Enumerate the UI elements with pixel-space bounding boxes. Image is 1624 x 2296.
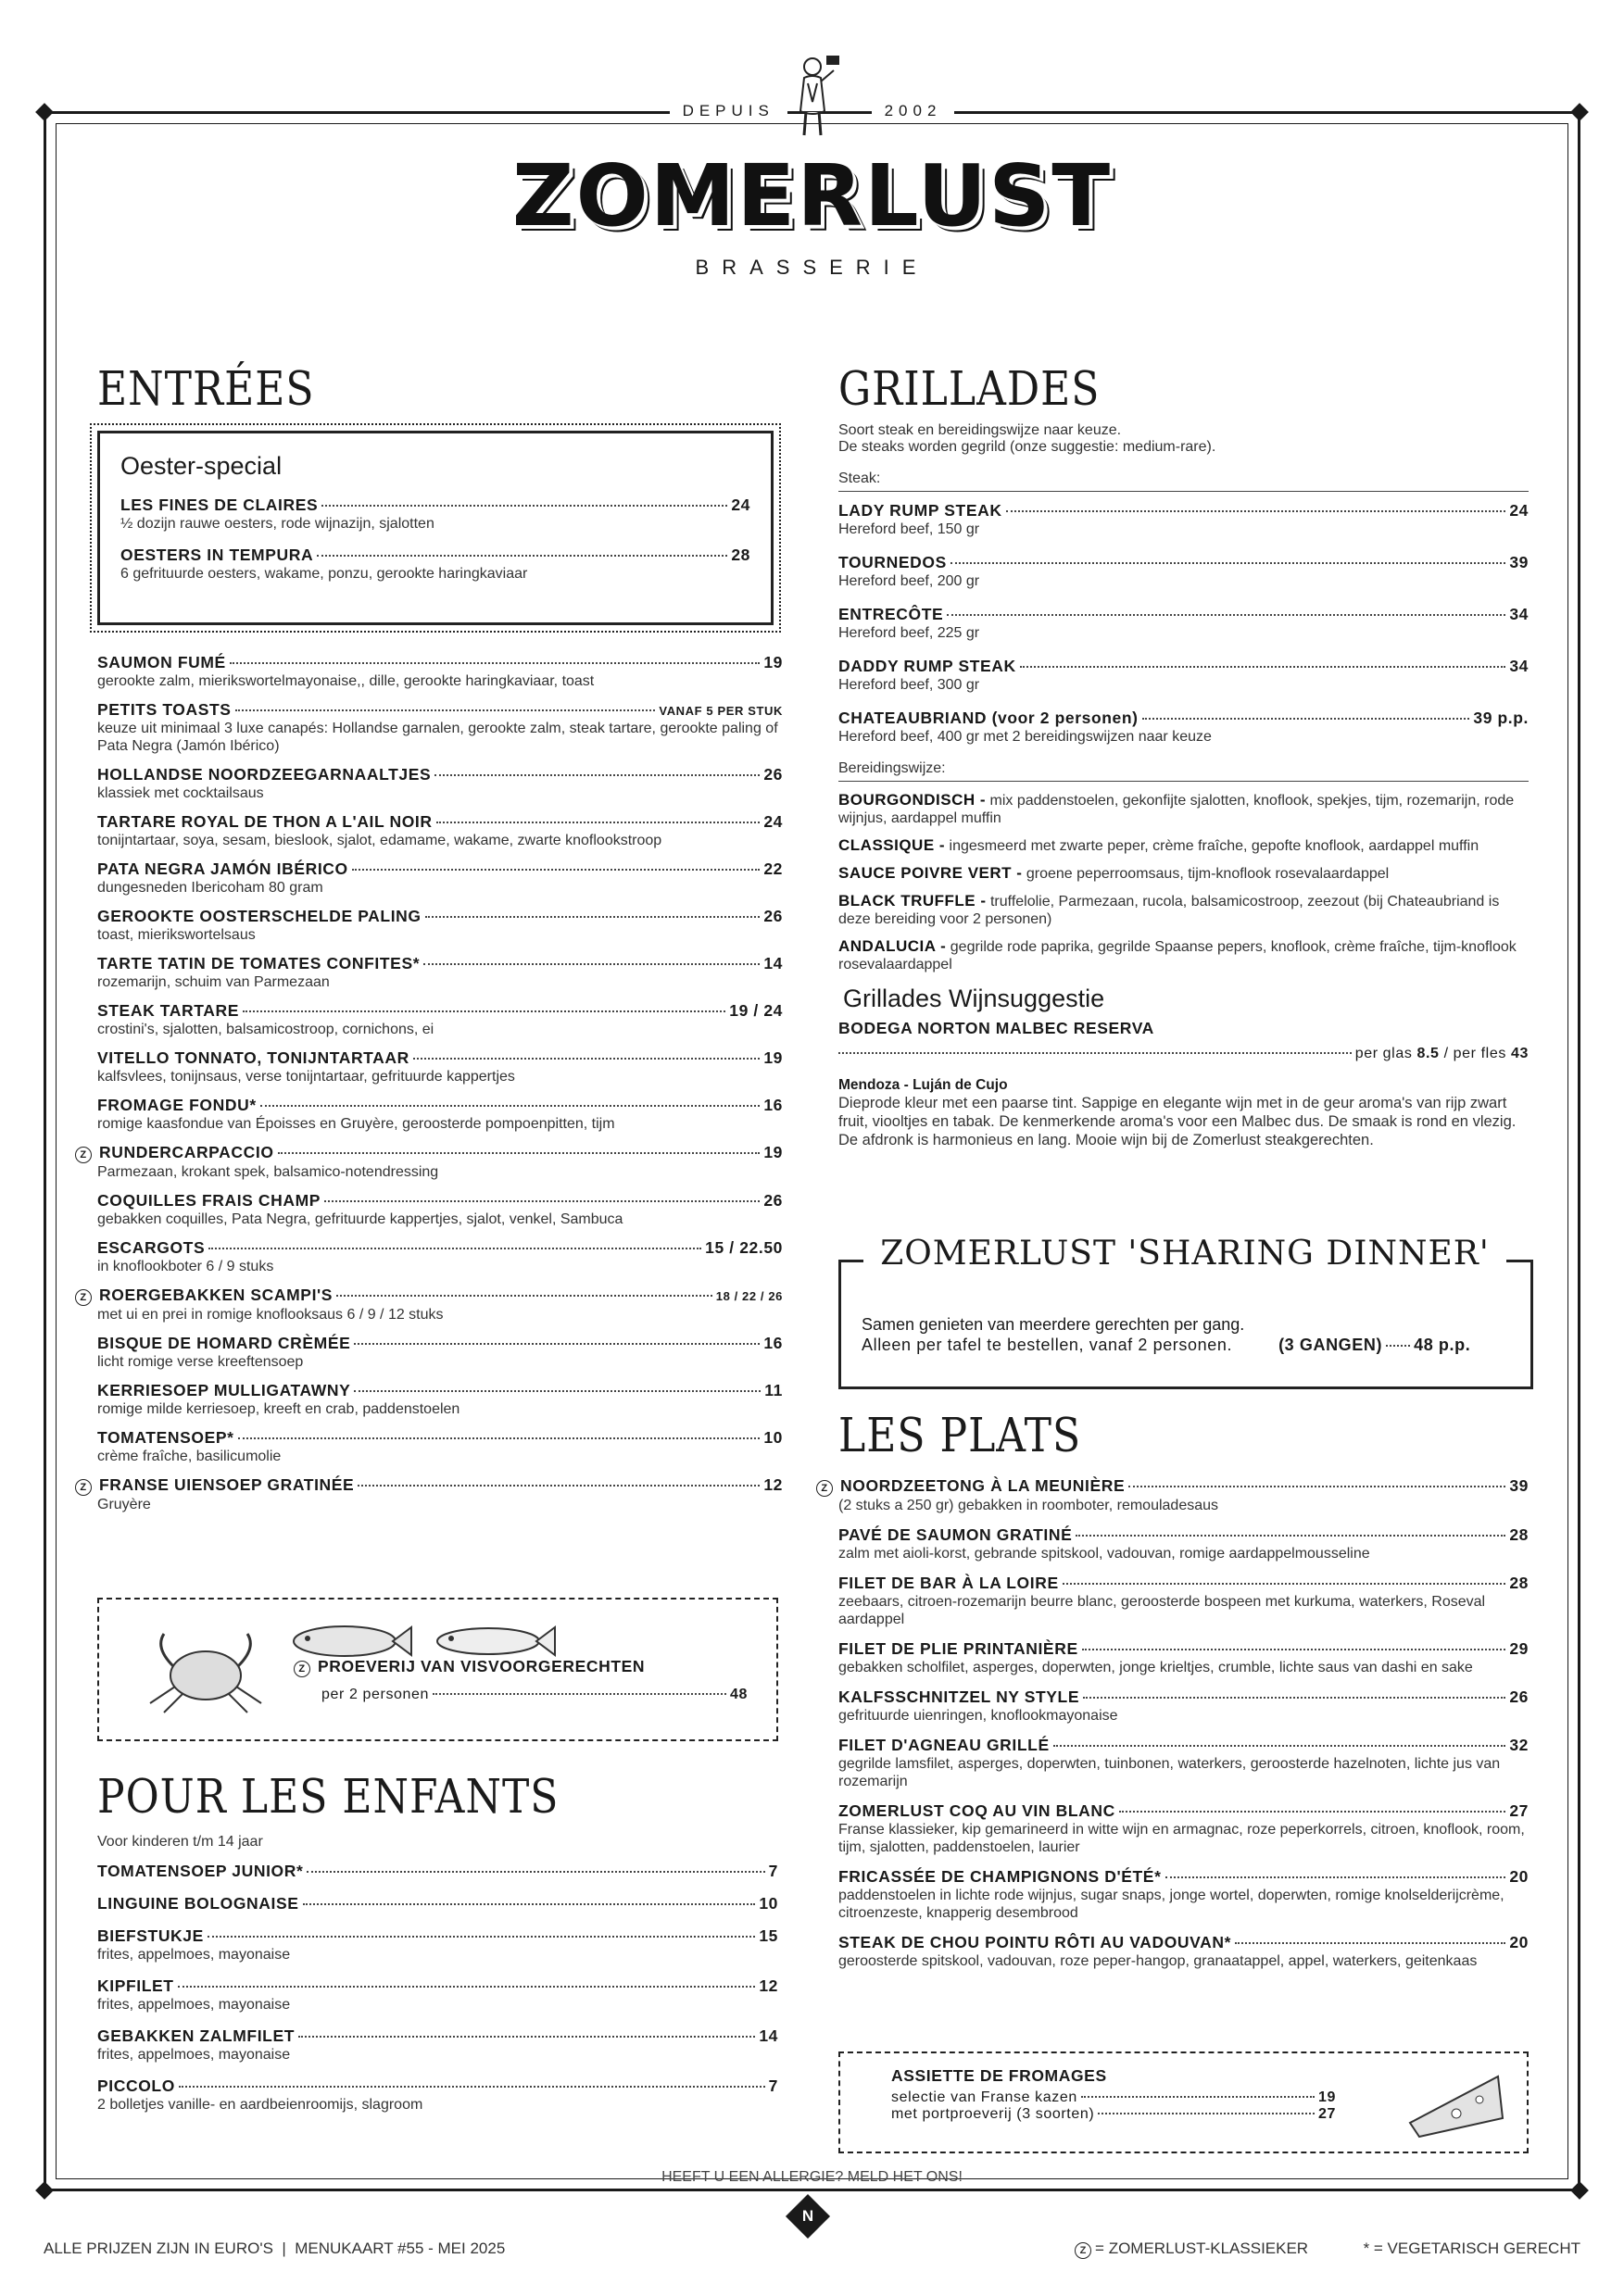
menu-item-description: gebakken coquilles, Pata Negra, gefrituurde kappertjes, sjalot, venkel, Sambuca [97, 1211, 623, 1227]
menu-item-price: 26 [763, 907, 783, 925]
steak-label: Steak: [838, 470, 881, 486]
menu-item [97, 700, 783, 755]
sharing-line-2: Alleen per tafel te bestellen, vanaf 2 personen. [862, 1336, 1233, 1354]
menu-item-description: tonijntartaar, soya, sesam, bieslook, sjalot, edamame, wakame, zwarte knoflookstroop [97, 833, 662, 848]
preparation-description: truffelolie, Parmezaan, rucola, balsamicostroop, zeezout (bij Chateaubriand is deze bereiding voor 2 personen) [838, 894, 1500, 927]
menu-item-price: 29 [1509, 1639, 1529, 1658]
cheese-box [838, 2051, 1529, 2153]
menu-item-price: 7 [768, 2076, 778, 2095]
menu-item-description: klassiek met cocktailsaus [97, 785, 264, 801]
glass-price: 8.5 [1416, 1046, 1440, 1061]
menu-item [97, 1238, 783, 1275]
menu-item-name: RUNDERCARPACCIO [99, 1143, 274, 1161]
preparation-description: mix paddenstoelen, gekonfijte sjalotten, knoflook, spekjes, tijm, rozemarijn, rode wijnjus, aardappel muffin [838, 793, 1515, 826]
menu-item-price: 22 [763, 859, 783, 878]
cheese-illustration [1405, 2067, 1507, 2141]
menu-item-description: keuze uit minimaal 3 luxe canapés: Hollandse garnalen, gerookte zalm, steak tartare, gerookte paling of Pata Negra (Jamón Ibérico) [97, 721, 778, 754]
menu-item-description: Hereford beef, 150 gr [838, 521, 980, 537]
menu-item-name: FILET DE BAR À LA LOIRE [838, 1574, 1059, 1592]
menu-item-name: KIPFILET [97, 1976, 174, 1995]
footer-prices-note: ALLE PRIJZEN ZIJN IN EURO'S | MENUKAART #55 - MEI 2025 [44, 2240, 506, 2257]
menu-item [80, 1143, 783, 1181]
menu-item [97, 653, 783, 690]
menu-item [120, 546, 750, 583]
sharing-dinner-box [838, 1235, 1533, 1389]
n-badge [786, 2194, 830, 2239]
menu-item-description: 6 gefrituurde oesters, wakame, ponzu, gerookte haringkaviaar [120, 566, 528, 582]
menu-item [97, 859, 783, 897]
menu-item-name: GEBAKKEN ZALMFILET [97, 2026, 296, 2045]
crab-illustration [136, 1620, 275, 1722]
menu-item-price: 16 [763, 1334, 783, 1352]
menu-item-description: Gruyère [97, 1497, 151, 1512]
menu-item [838, 1687, 1529, 1725]
menu-item-name: STEAK DE CHOU POINTU RÔTI AU VADOUVAN* [838, 1933, 1232, 1951]
prep-label: Bereidingswijze: [838, 760, 946, 776]
menu-item-description: toast, mierikswortelsaus [97, 927, 256, 943]
menu-item-price: 16 [763, 1096, 783, 1114]
menu-item [838, 553, 1529, 590]
menu-item-price: 39 [1509, 553, 1529, 571]
klassieker-icon: Z [75, 1147, 92, 1163]
fish-tasting-sub: per 2 personen [321, 1687, 430, 1702]
menu-item-price: 26 [1509, 1687, 1529, 1706]
menu-item-price: 20 [1509, 1867, 1529, 1886]
menu-item-price: 12 [763, 1475, 783, 1494]
menu-item [97, 1428, 783, 1465]
menu-item-price: 15 [759, 1926, 778, 1945]
menu-item-price: 15 / 22.50 [705, 1238, 783, 1257]
brand-subtitle: BRASSERIE [695, 256, 929, 279]
menu-item-price: 14 [759, 2026, 778, 2045]
menu-item [80, 1475, 783, 1513]
menu-item-price: 10 [759, 1894, 778, 1913]
sharing-title: ZOMERLUST 'SHARING DINNER' [863, 1235, 1506, 1273]
menu-item-name: TOMATENSOEP* [97, 1428, 234, 1447]
preparation-item [838, 937, 1529, 973]
wine-region: Mendoza - Luján de Cujo [838, 1077, 1008, 1093]
grillades-section [838, 362, 1529, 1149]
menu-item-name: TOMATENSOEP JUNIOR* [97, 1862, 304, 1880]
menu-item-description: met ui en prei in romige knoflooksaus 6 / 9 / 12 stuks [97, 1307, 444, 1323]
menu-item-name: BIEFSTUKJE [97, 1926, 204, 1945]
menu-item-description: romige milde kerriesoep, kreeft en crab, paddenstoelen [97, 1401, 460, 1417]
menu-item-price: 39 p.p. [1473, 709, 1529, 727]
menu-item [80, 1286, 783, 1324]
menu-item-price: 18 / 22 / 26 [715, 1289, 783, 1303]
menu-item-price: 12 [759, 1976, 778, 1995]
menu-item-description: crostini's, sjalotten, balsamicostroop, cornichons, ei [97, 1022, 434, 1037]
menu-item-description: Hereford beef, 400 gr met 2 bereidingswijzen naar keuze [838, 729, 1212, 745]
menu-item-price: 28 [1509, 1525, 1529, 1544]
menu-item-description: 2 bolletjes vanille- en aardbeienroomijs, slagroom [97, 2097, 423, 2113]
wine-title: Grillades Wijnsuggestie [843, 985, 1105, 1012]
menu-item-price: 39 [1509, 1476, 1529, 1495]
menu-item [97, 1894, 778, 1913]
menu-item-price: 24 [1509, 501, 1529, 520]
grillades-intro: Soort steak en bereidingswijze naar keuze. [838, 422, 1122, 438]
menu-item-description: licht romige verse kreeftensoep [97, 1354, 304, 1370]
menu-item [97, 1048, 783, 1085]
preparation-description: gegrilde rode paprika, gegrilde Spaanse pepers, knoflook, crème fraîche, tijm-knoflook rosevalaardappel [838, 939, 1517, 972]
menu-item-name: FRICASSÉE DE CHAMPIGNONS D'ÉTÉ* [838, 1867, 1162, 1886]
grillades-list [838, 501, 1529, 746]
preparation-item [838, 892, 1529, 928]
preparation-item [838, 836, 1529, 855]
preparation-name: ANDALUCIA - [838, 937, 947, 955]
menu-item-name: FROMAGE FONDU* [97, 1096, 257, 1114]
menu-item-description: frites, appelmoes, mayonaise [97, 1997, 291, 2013]
menu-item [97, 954, 783, 991]
preparation-description: ingesmeerd met zwarte peper, crème fraîche, gepofte knoflook, aardappel muffin [949, 838, 1479, 854]
cheese-name: ASSIETTE DE FROMAGES [891, 2066, 1107, 2085]
glass-label: per glas [1354, 1046, 1413, 1061]
menu-item-name: COQUILLES FRAIS CHAMP [97, 1191, 321, 1210]
plats-list [821, 1476, 1529, 1970]
menu-item-price: 20 [1509, 1933, 1529, 1951]
bottle-price: 43 [1511, 1046, 1529, 1061]
klassieker-icon: Z [816, 1480, 833, 1497]
menu-item [838, 1736, 1529, 1790]
menu-item [838, 1933, 1529, 1970]
menu-item [821, 1476, 1529, 1514]
menu-item-name: BISQUE DE HOMARD CRÈMÉE [97, 1334, 351, 1352]
cheese-price-2: 27 [1318, 2106, 1336, 2122]
menu-item [97, 907, 783, 944]
plats-section [821, 1409, 1529, 1981]
fish-tasting-box [97, 1598, 778, 1741]
n-badge-label: N [801, 2207, 814, 2225]
menu-item-name: CHATEAUBRIAND (voor 2 personen) [838, 709, 1139, 727]
menu-item [97, 1381, 783, 1418]
menu-item-description: (2 stuks a 250 gr) gebakken in roomboter, remouladesaus [838, 1498, 1219, 1513]
menu-item [97, 1334, 783, 1371]
entrees-list [80, 653, 783, 1524]
menu-item-name: DADDY RUMP STEAK [838, 657, 1016, 675]
wine-price-row: per glas 8.5 / per fles 43 [838, 1046, 1529, 1062]
menu-item-name: NOORDZEETONG À LA MEUNIÈRE [840, 1476, 1126, 1495]
menu-item-description: gefrituurde uienringen, knoflookmayonaise [838, 1708, 1118, 1724]
menu-item-price: 24 [763, 812, 783, 831]
preparation-name: CLASSIQUE - [838, 836, 946, 854]
menu-item-name: PATA NEGRA JAMÓN IBÉRICO [97, 859, 348, 878]
menu-item-description: rozemarijn, schuim van Parmezaan [97, 974, 330, 990]
menu-item [838, 1867, 1529, 1922]
legend-vegetarian: * = VEGETARISCH GERECHT [1363, 2240, 1580, 2257]
menu-item-description: geroosterde spitskool, vadouvan, roze peper-hangop, granaatappel, appel, waterkers, geitenkaas [838, 1953, 1478, 1969]
founded-year: 2002 [872, 102, 955, 119]
oyster-special-title: Oester-special [120, 452, 283, 480]
menu-item-name: VITELLO TONNATO, TONIJNTARTAAR [97, 1048, 409, 1067]
menu-item [97, 812, 783, 849]
menu-item-name: SAUMON FUMÉ [97, 653, 226, 671]
menu-item-name: LINGUINE BOLOGNAISE [97, 1894, 299, 1913]
enfants-note: Voor kinderen t/m 14 jaar [97, 1834, 263, 1850]
menu-item-name: STEAK TARTARE [97, 1001, 239, 1020]
sharing-line-1: Samen genieten van meerdere gerechten per gang. [862, 1315, 1245, 1334]
cheese-line-1: selectie van Franse kazen [891, 2089, 1077, 2105]
preparation-item [838, 791, 1529, 827]
preparation-name: BOURGONDISCH - [838, 791, 987, 809]
oyster-special-box [97, 431, 774, 625]
preparation-list [838, 791, 1529, 973]
menu-item-name: FILET D'AGNEAU GRILLÉ [838, 1736, 1050, 1754]
menu-item-description: gebakken scholfilet, asperges, doperwten, jonge krieltjes, crumble, lichte saus van dashi en sake [838, 1660, 1473, 1675]
grillades-title: GRILLADES [838, 362, 1101, 417]
menu-item-price: 19 [763, 1143, 783, 1161]
menu-item-price: 27 [1509, 1801, 1529, 1820]
wine-name-row [838, 1019, 1529, 1038]
menu-item-price: 19 / 24 [729, 1001, 783, 1020]
menu-item-description: romige kaasfondue van Époisses en Gruyère, geroosterde pompoenpitten, tijm [97, 1116, 615, 1132]
preparation-description: groene peperroomsaus, tijm-knoflook rosevalaardappel [1026, 866, 1390, 882]
menu-item [838, 1639, 1529, 1676]
klassieker-icon: Z [1075, 2242, 1091, 2259]
menu-item-description: zeebaars, citroen-rozemarijn beurre blanc, geroosterde bospeen met kurkuma, waterkers, Roseval aardappel [838, 1594, 1486, 1627]
menu-item [97, 1926, 778, 1964]
menu-item-description: Franse klassieker, kip gemarineerd in witte wijn en armagnac, roze peperkorrels, citroen, knoflook, room, tijm, sjalotten, paddenstoelen, laurier [838, 1822, 1525, 1855]
menu-item [838, 501, 1529, 538]
fish-tasting-name: PROEVERIJ VAN VISVOORGERECHTEN [318, 1657, 646, 1675]
menu-item-price: VANAF 5 PER STUK [659, 704, 783, 718]
sharing-gangen: (3 GANGEN) [1278, 1336, 1383, 1354]
menu-item-name: TOURNEDOS [838, 553, 947, 571]
menu-item [838, 1801, 1529, 1856]
fish-tasting-price: 48 [730, 1687, 748, 1702]
menu-item [97, 2076, 778, 2114]
bottle-label: per fles [1453, 1046, 1506, 1061]
menu-item-price: 10 [763, 1428, 783, 1447]
depuis-label: DEPUIS [670, 102, 787, 119]
menu-item-name: KERRIESOEP MULLIGATAWNY [97, 1381, 351, 1399]
menu-item-description: Hereford beef, 225 gr [838, 625, 980, 641]
menu-item-name: OESTERS IN TEMPURA [120, 546, 314, 564]
entrees-heading-wrap [97, 362, 783, 417]
menu-item-description: ½ dozijn rauwe oesters, rode wijnazijn, sjalotten [120, 516, 434, 532]
menu-item-description: zalm met aioli-korst, gebrande spitskool, vadouvan, romige aardappelmousseline [838, 1546, 1370, 1562]
preparation-name: BLACK TRUFFLE - [838, 892, 987, 910]
enfants-list [97, 1862, 778, 2114]
preparation-item [838, 864, 1529, 883]
menu-item-description: crème fraîche, basilicumolie [97, 1449, 282, 1464]
klassieker-icon: Z [75, 1479, 92, 1496]
menu-item-description: gerookte zalm, mierikswortelmayonaise,, dille, gerookte haringkaviaar, toast [97, 673, 595, 689]
menu-item-price: 19 [763, 653, 783, 671]
menu-item-name: GEROOKTE OOSTERSCHELDE PALING [97, 907, 422, 925]
menu-item-name: PICCOLO [97, 2076, 175, 2095]
menu-item [120, 496, 750, 533]
menu-item-price: 14 [763, 954, 783, 972]
cheese-line-2: met portproeverij (3 soorten) [891, 2106, 1095, 2122]
allergy-notice: HEEFT U EEN ALLERGIE? MELD HET ONS! [661, 2169, 963, 2185]
plats-title: LES PLATS [838, 1409, 1082, 1463]
menu-item [97, 1862, 778, 1881]
menu-item-price: 24 [731, 496, 750, 514]
menu-item-description: Hereford beef, 200 gr [838, 573, 980, 589]
menu-item [838, 1574, 1529, 1628]
menu-item-price: 34 [1509, 605, 1529, 623]
footer-legend [1075, 2240, 1580, 2259]
menu-item-price: 19 [763, 1048, 783, 1067]
menu-item-description: gegrilde lamsfilet, asperges, doperwten, tuinbonen, waterkers, geroosterde hazelnoten, lichte jus van rozemarijn [838, 1756, 1501, 1789]
sharing-price: 48 p.p. [1414, 1336, 1471, 1354]
menu-item [97, 1001, 783, 1038]
menu-item-name: HOLLANDSE NOORDZEEGARNAALTJES [97, 765, 432, 784]
klassieker-icon: Z [294, 1661, 310, 1677]
menu-item-name: LES FINES DE CLAIRES [120, 496, 319, 514]
menu-item-name: ESCARGOTS [97, 1238, 206, 1257]
menu-item [838, 709, 1529, 746]
menu-item-description: Hereford beef, 300 gr [838, 677, 980, 693]
menu-item [97, 2026, 778, 2064]
menu-item-name: TARTARE ROYAL DE THON A L'AIL NOIR [97, 812, 433, 831]
legend-klassieker: = ZOMERLUST-KLASSIEKER [1095, 2240, 1309, 2257]
menu-item-name: TARTE TATIN DE TOMATES CONFITES* [97, 954, 421, 972]
entrees-title: ENTRÉES [97, 362, 315, 417]
menu-item-description: frites, appelmoes, mayonaise [97, 2047, 291, 2063]
menu-item-price: 34 [1509, 657, 1529, 675]
menu-item-name: ZOMERLUST COQ AU VIN BLANC [838, 1801, 1115, 1820]
menu-item-description: paddenstoelen in lichte rode wijnjus, sugar snaps, jonge wortel, doperwten, romige knolselderijcrème, citroenzeste, knapperig desembrood [838, 1888, 1504, 1921]
menu-item-name: ENTRECÔTE [838, 605, 944, 623]
established-line [0, 102, 1624, 120]
menu-item-name: PETITS TOASTS [97, 700, 232, 719]
menu-item [97, 1096, 783, 1133]
menu-item [838, 605, 1529, 642]
menu-item-name: LADY RUMP STEAK [838, 501, 1002, 520]
waiter-illustration [784, 46, 841, 139]
menu-item-name: KALFSSCHNITZEL NY STYLE [838, 1687, 1080, 1706]
menu-item [97, 1191, 783, 1228]
menu-item-description: Parmezaan, krokant spek, balsamico-notendressing [97, 1164, 439, 1180]
menu-item [97, 765, 783, 802]
menu-item-price: 28 [731, 546, 750, 564]
menu-item-price: 32 [1509, 1736, 1529, 1754]
brand-logo: ZOMERLUST [511, 146, 1113, 245]
menu-item-price: 7 [768, 1862, 778, 1880]
menu-item-price: 26 [763, 1191, 783, 1210]
grillades-intro: De steaks worden gegrild (onze suggestie: medium-rare). [838, 439, 1216, 455]
preparation-name: SAUCE POIVRE VERT - [838, 864, 1023, 882]
menu-item [838, 1525, 1529, 1562]
oyster-list [120, 496, 750, 583]
menu-item-description: frites, appelmoes, mayonaise [97, 1947, 291, 1963]
enfants-title: POUR LES ENFANTS [97, 1770, 560, 1825]
menu-item-name: ROERGEBAKKEN SCAMPI'S [99, 1286, 334, 1304]
menu-item [838, 657, 1529, 694]
menu-item-name: FRANSE UIENSOEP GRATINÉE [99, 1475, 355, 1494]
klassieker-icon: Z [75, 1289, 92, 1306]
menu-item-price: 28 [1509, 1574, 1529, 1592]
menu-item-name: PAVÉ DE SAUMON GRATINÉ [838, 1525, 1073, 1544]
wine-name: BODEGA NORTON MALBEC RESERVA [838, 1019, 1154, 1037]
cheese-price-1: 19 [1318, 2089, 1336, 2105]
menu-item-description: dungesneden Ibericoham 80 gram [97, 880, 323, 896]
menu-item-description: in knoflookboter 6 / 9 stuks [97, 1259, 274, 1274]
wine-description: Dieprode kleur met een paarse tint. Sappige en elegante wijn met in de geur aroma's van rijp zwart fruit, viooltjes en tabak. De kenmerkende aroma's voor een Malbec dus. De smaak is rond en vlezig. De afdronk is harmonieus en lang. Mooie wijn bij de Zomerlust steakgerechten. [838, 1095, 1517, 1148]
menu-item-price: 26 [763, 765, 783, 784]
menu-item [97, 1976, 778, 2014]
menu-item-description: kalfsvlees, tonijnsaus, verse tonijntartaar, gefrituurde kappertjes [97, 1069, 515, 1085]
enfants-section [97, 1770, 778, 2127]
menu-item-name: FILET DE PLIE PRINTANIÈRE [838, 1639, 1078, 1658]
menu-item-price: 11 [764, 1381, 783, 1399]
